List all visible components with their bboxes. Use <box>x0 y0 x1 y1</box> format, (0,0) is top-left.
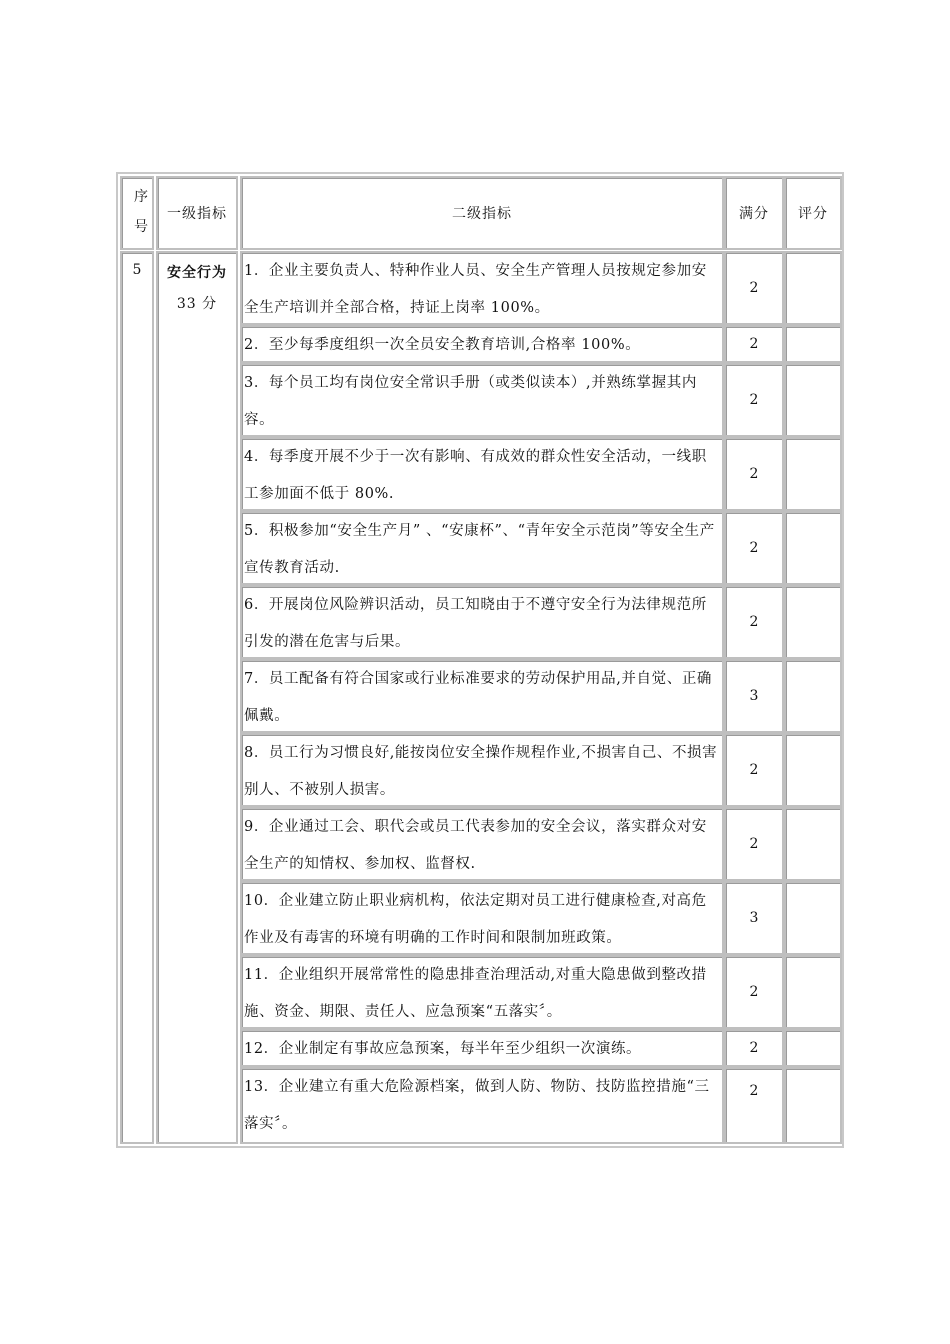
header-level1: 一级指标 <box>156 176 238 250</box>
row-score-1: 2 <box>724 251 784 325</box>
group-name: 安全行为 <box>167 265 227 281</box>
row-text-10: 10．企业建立防止职业病机构，依法定期对员工进行健康检查,对高危作业及有毒害的环境有明确的工作时间和限制加班政策。 <box>240 881 724 955</box>
row-score-6: 2 <box>724 585 784 659</box>
row-text-8: 8．员工行为习惯良好,能按岗位安全操作规程作业,不损害自己、不损害别人、不被别人损害。 <box>240 733 724 807</box>
group-seq: 5 <box>120 251 154 1144</box>
row-rating-2 <box>784 325 842 363</box>
row-text-4: 4．每季度开展不少于一次有影响、有成效的群众性安全活动，一线职工参加面不低于 80%. <box>240 437 724 511</box>
row-text-5: 5．积极参加“安全生产月” 、“安康杯”、“青年安全示范岗”等安全生产宣传教育活动. <box>240 511 724 585</box>
group-level1 <box>156 251 238 1144</box>
row-score-9: 2 <box>724 807 784 881</box>
row-rating-13 <box>784 1067 842 1144</box>
row-score-3: 2 <box>724 363 784 437</box>
row-text-3: 3．每个员工均有岗位安全常识手册（或类似读本）,并熟练掌握其内容。 <box>240 363 724 437</box>
row-score-12: 2 <box>724 1029 784 1067</box>
row-score-11: 2 <box>724 955 784 1029</box>
row-text-7: 7．员工配备有符合国家或行业标准要求的劳动保护用品,并自觉、正确佩戴。 <box>240 659 724 733</box>
row-score-5: 2 <box>724 511 784 585</box>
header-seq: 序号 <box>120 176 154 250</box>
row-score-4: 2 <box>724 437 784 511</box>
row-rating-8 <box>784 733 842 807</box>
row-text-13: 13．企业建立有重大危险源档案，做到人防、物防、技防监控措施“三落实〞。 <box>240 1067 724 1144</box>
row-score-13: 2 <box>724 1067 784 1144</box>
group-points: 33 分 <box>176 296 218 312</box>
row-rating-5 <box>784 511 842 585</box>
row-text-2: 2．至少每季度组织一次全员安全教育培训,合格率 100%。 <box>240 325 724 363</box>
row-rating-3 <box>784 363 842 437</box>
row-score-10: 3 <box>724 881 784 955</box>
header-rating: 评分 <box>784 176 842 250</box>
row-rating-4 <box>784 437 842 511</box>
row-score-8: 2 <box>724 733 784 807</box>
row-score-2: 2 <box>724 325 784 363</box>
row-text-9: 9．企业通过工会、职代会或员工代表参加的安全会议，落实群众对安全生产的知情权、参加权、监督权. <box>240 807 724 881</box>
row-rating-1 <box>784 251 842 325</box>
header-level2: 二级指标 <box>240 176 724 250</box>
row-rating-7 <box>784 659 842 733</box>
row-rating-6 <box>784 585 842 659</box>
row-score-7: 3 <box>724 659 784 733</box>
row-rating-10 <box>784 881 842 955</box>
row-rating-9 <box>784 807 842 881</box>
row-text-11: 11．企业组织开展常常性的隐患排查治理活动,对重大隐患做到整改措施、资金、期限、责任人、应急预案“五落实〞。 <box>240 955 724 1029</box>
header-full-score: 满分 <box>724 176 784 250</box>
safety-evaluation-table <box>116 172 844 1148</box>
row-text-12: 12．企业制定有事故应急预案，每半年至少组织一次演练。 <box>240 1029 724 1067</box>
row-rating-11 <box>784 955 842 1029</box>
row-text-6: 6．开展岗位风险辨识活动，员工知晓由于不遵守安全行为法律规范所引发的潜在危害与后果。 <box>240 585 724 659</box>
row-rating-12 <box>784 1029 842 1067</box>
row-text-1: 1．企业主要负责人、特种作业人员、安全生产管理人员按规定参加安全生产培训并全部合格，持证上岗率 100%。 <box>240 251 724 325</box>
